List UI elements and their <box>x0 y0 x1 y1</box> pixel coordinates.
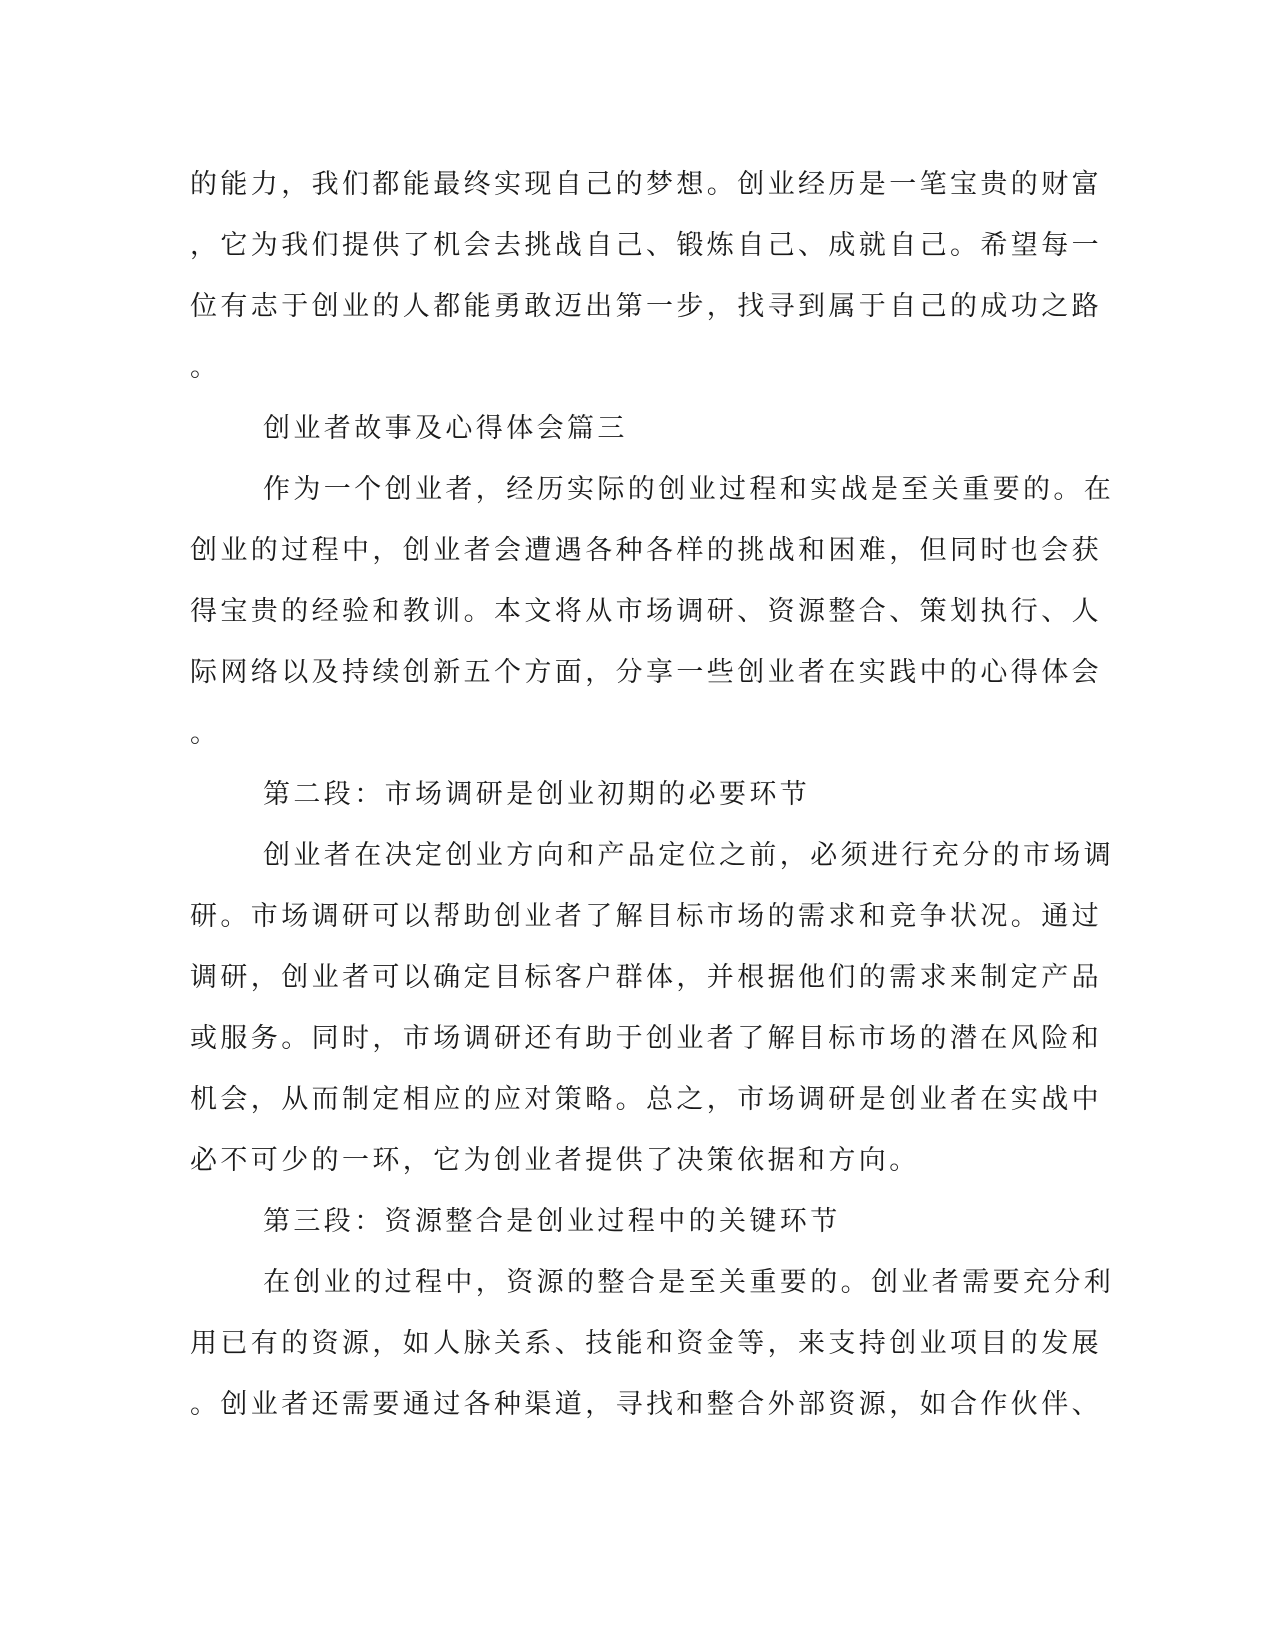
text-line: 研。市场调研可以帮助创业者了解目标市场的需求和竞争状况。通过 <box>190 901 1102 932</box>
text-line: 得宝贵的经验和教训。本文将从市场调研、资源整合、策划执行、人 <box>190 596 1102 627</box>
text-line: 的能力，我们都能最终实现自己的梦想。创业经历是一笔宝贵的财富 <box>190 169 1102 200</box>
text-line: ，它为我们提供了机会去挑战自己、锻炼自己、成就自己。希望每一 <box>190 230 1102 261</box>
text-line: 用已有的资源，如人脉关系、技能和资金等，来支持创业项目的发展 <box>190 1328 1102 1359</box>
text-line: 调研，创业者可以确定目标客户群体，并根据他们的需求来制定产品 <box>190 962 1102 993</box>
text-line: 。 <box>190 718 221 749</box>
text-line: 在创业的过程中，资源的整合是至关重要的。创业者需要充分利 <box>263 1267 1115 1298</box>
section-heading: 第三段：资源整合是创业过程中的关键环节 <box>263 1206 841 1237</box>
text-line: 作为一个创业者，经历实际的创业过程和实战是至关重要的。在 <box>263 474 1115 505</box>
text-line: 创业者在决定创业方向和产品定位之前，必须进行充分的市场调 <box>263 840 1115 871</box>
section-heading: 第二段：市场调研是创业初期的必要环节 <box>263 779 811 810</box>
text-line: 机会，从而制定相应的应对策略。总之，市场调研是创业者在实战中 <box>190 1084 1102 1115</box>
text-line: 。创业者还需要通过各种渠道，寻找和整合外部资源，如合作伙伴、 <box>190 1389 1102 1420</box>
text-line: 创业的过程中，创业者会遭遇各种各样的挑战和困难，但同时也会获 <box>190 535 1102 566</box>
text-line: 。 <box>190 352 221 383</box>
section-heading: 创业者故事及心得体会篇三 <box>263 413 628 444</box>
text-line: 或服务。同时，市场调研还有助于创业者了解目标市场的潜在风险和 <box>190 1023 1102 1054</box>
text-line: 必不可少的一环，它为创业者提供了决策依据和方向。 <box>190 1145 920 1176</box>
text-line: 际网络以及持续创新五个方面，分享一些创业者在实践中的心得体会 <box>190 657 1102 688</box>
text-line: 位有志于创业的人都能勇敢迈出第一步，找寻到属于自己的成功之路 <box>190 291 1102 322</box>
